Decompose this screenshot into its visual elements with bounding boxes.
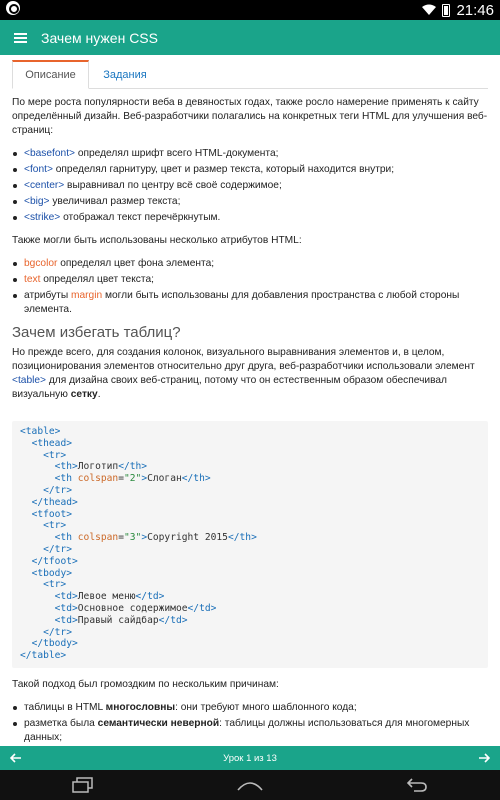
code-token: Правый сайдбар: [77, 614, 159, 626]
paragraph-text: .: [97, 389, 101, 400]
tag-code: <font>: [24, 164, 53, 175]
code-line: [20, 638, 480, 650]
code-token: </tr>: [43, 484, 72, 496]
code-token: <thead>: [31, 437, 72, 449]
attribute-name: bgcolor: [24, 258, 58, 269]
list-item: [12, 273, 488, 287]
code-line: [20, 532, 480, 544]
reasons-paragraph: Такой подход был громоздким по нескольким причинам:: [12, 679, 279, 690]
code-line: [20, 473, 480, 485]
list-item-text: определял цвет текста;: [40, 274, 154, 285]
list-item: [12, 701, 488, 715]
reasons-list: [12, 701, 488, 745]
code-token: </th>: [118, 461, 148, 473]
back-icon[interactable]: [397, 770, 437, 800]
section-heading: Зачем избегать таблиц?: [12, 324, 181, 341]
list-item-text: отображал текст перечёркнутым.: [60, 212, 221, 223]
list-item: [12, 195, 488, 209]
list-item: [12, 163, 488, 177]
attribute-name: margin: [71, 290, 103, 301]
arrow-left-icon[interactable]: [0, 746, 32, 770]
tag-code: <center>: [24, 180, 65, 191]
code-token: <td>: [54, 591, 78, 603]
list-item: [12, 179, 488, 193]
status-time: 21:46: [456, 1, 494, 19]
list-item-text: определял шрифт всего HTML-документа;: [74, 148, 279, 159]
menu-icon[interactable]: [0, 20, 40, 55]
tag-code: <big>: [24, 196, 50, 207]
code-token: =: [118, 473, 124, 485]
lesson-counter: Урок 1 из 13: [223, 752, 277, 764]
tag-code: <strike>: [24, 212, 61, 223]
code-line: [20, 461, 480, 473]
list-item-prefix: таблицы в HTML: [24, 702, 106, 713]
code-token: <th>: [54, 461, 78, 473]
code-token: <tr>: [43, 520, 67, 532]
app-bar: [0, 20, 500, 55]
code-line: [20, 650, 480, 662]
home-icon[interactable]: [230, 770, 270, 800]
code-token: "3": [123, 532, 142, 544]
attributes-paragraph: Также могли быть использованы несколько атрибутов HTML:: [12, 235, 302, 246]
code-token: </th>: [227, 532, 257, 544]
list-item-prefix: разметка была: [24, 718, 98, 729]
code-line: [20, 591, 480, 603]
app-title: Зачем нужен CSS: [41, 29, 158, 46]
code-line: [20, 426, 480, 438]
tag-list: [12, 147, 488, 225]
code-line: [20, 497, 480, 509]
bold-term: сетку: [70, 389, 98, 400]
code-token: <th: [54, 532, 78, 544]
code-token: </th>: [181, 473, 211, 485]
battery-icon: [442, 4, 450, 17]
code-token: colspan: [77, 473, 119, 485]
code-token: </table>: [20, 650, 67, 662]
tag-code: <table>: [12, 375, 46, 386]
tab-bar: [12, 60, 488, 89]
code-line: [20, 579, 480, 591]
code-token: Copyright 2015: [147, 532, 228, 544]
recents-icon[interactable]: [63, 770, 103, 800]
code-line: [20, 438, 480, 450]
list-item: [12, 289, 488, 317]
code-token: </tr>: [43, 626, 72, 638]
status-right: [422, 2, 494, 19]
code-line: [20, 544, 480, 556]
code-token: Слоган: [147, 473, 182, 485]
code-token: <table>: [20, 426, 61, 437]
code-token: <tbody>: [31, 567, 72, 579]
code-token: <tr>: [43, 579, 67, 591]
code-token: "2": [123, 473, 142, 485]
code-line: [20, 627, 480, 639]
code-line: [20, 556, 480, 568]
lesson-content: [12, 96, 488, 411]
code-line: [20, 568, 480, 580]
tab-tasks[interactable]: Задания: [103, 68, 147, 81]
tab-description[interactable]: Описание: [12, 60, 89, 89]
code-token: <tr>: [43, 449, 67, 461]
after-code-content: [12, 678, 488, 754]
code-token: Логотип: [77, 461, 119, 473]
paragraph-text: для дизайна своих веб-страниц, потому что он естественным образом обеспечивал визуальную: [12, 375, 447, 400]
attribute-name: text: [24, 274, 41, 285]
list-item: [12, 257, 488, 271]
paragraph-text: Но прежде всего, для создания колонок, визуального выравнивания элементов и, в целом, позиционирования элементов относительно друг друга, веб-разработчики использовали элемент: [12, 347, 475, 372]
system-nav-bar: [0, 770, 500, 800]
list-item-prefix: атрибуты: [24, 290, 71, 301]
code-line: [20, 603, 480, 615]
list-item: [12, 211, 488, 225]
list-item: [12, 717, 488, 745]
code-token: <td>: [54, 614, 78, 626]
code-block: [12, 421, 488, 668]
code-line: [20, 615, 480, 627]
list-item-text: могли быть использованы для добавления пространства с любой стороны элемента.: [24, 290, 460, 315]
code-token: <th: [54, 473, 78, 485]
code-token: </td>: [158, 614, 188, 626]
attribute-list: [12, 257, 488, 317]
code-line: [20, 520, 480, 532]
list-item-text: определял цвет фона элемента;: [57, 258, 215, 269]
code-line: [20, 509, 480, 521]
status-bar: [0, 0, 500, 20]
code-token: </tbody>: [31, 638, 78, 650]
list-item-text: увеличивал размер текста;: [49, 196, 181, 207]
arrow-right-icon[interactable]: [468, 746, 500, 770]
code-token: </tr>: [43, 543, 72, 555]
code-token: </thead>: [31, 496, 78, 508]
tables-paragraph: [12, 346, 488, 402]
code-token: >: [141, 532, 148, 544]
code-token: </td>: [187, 602, 217, 614]
code-token: <td>: [54, 602, 78, 614]
list-item: [12, 147, 488, 161]
status-left: [6, 1, 20, 20]
code-token: <tfoot>: [31, 508, 72, 520]
code-token: =: [118, 532, 124, 544]
intro-paragraph: По мере роста популярности веба в девяностых годах, также росло намерение применять к сайту определённый дизайн. Веб-разработчики полагались на конкретных теги HTML для улучшения веб-страниц:: [12, 97, 488, 136]
bold-term: многословны: [105, 702, 176, 713]
list-item-text: : они требуют много шаблонного кода;: [175, 702, 357, 713]
code-token: colspan: [77, 532, 119, 544]
tag-code: <basefont>: [24, 148, 75, 159]
list-item-text: определял гарнитуру, цвет и размер текста, который находится внутри;: [52, 164, 395, 175]
lesson-pager: [0, 746, 500, 770]
app-notification-icon: [6, 1, 20, 15]
code-token: >: [141, 473, 148, 485]
code-token: Левое меню: [77, 591, 136, 603]
code-token: </td>: [135, 591, 165, 603]
code-line: [20, 485, 480, 497]
code-token: </tfoot>: [31, 555, 78, 567]
code-line: [20, 450, 480, 462]
bold-term: семантически неверной: [97, 718, 220, 729]
list-item-text: : таблицы должны использоваться для многомерных данных;: [24, 718, 470, 743]
list-item-text: выравнивал по центру всё своё содержимое;: [64, 180, 282, 191]
code-token: Основное содержимое: [77, 602, 188, 614]
wifi-icon: [422, 4, 436, 16]
